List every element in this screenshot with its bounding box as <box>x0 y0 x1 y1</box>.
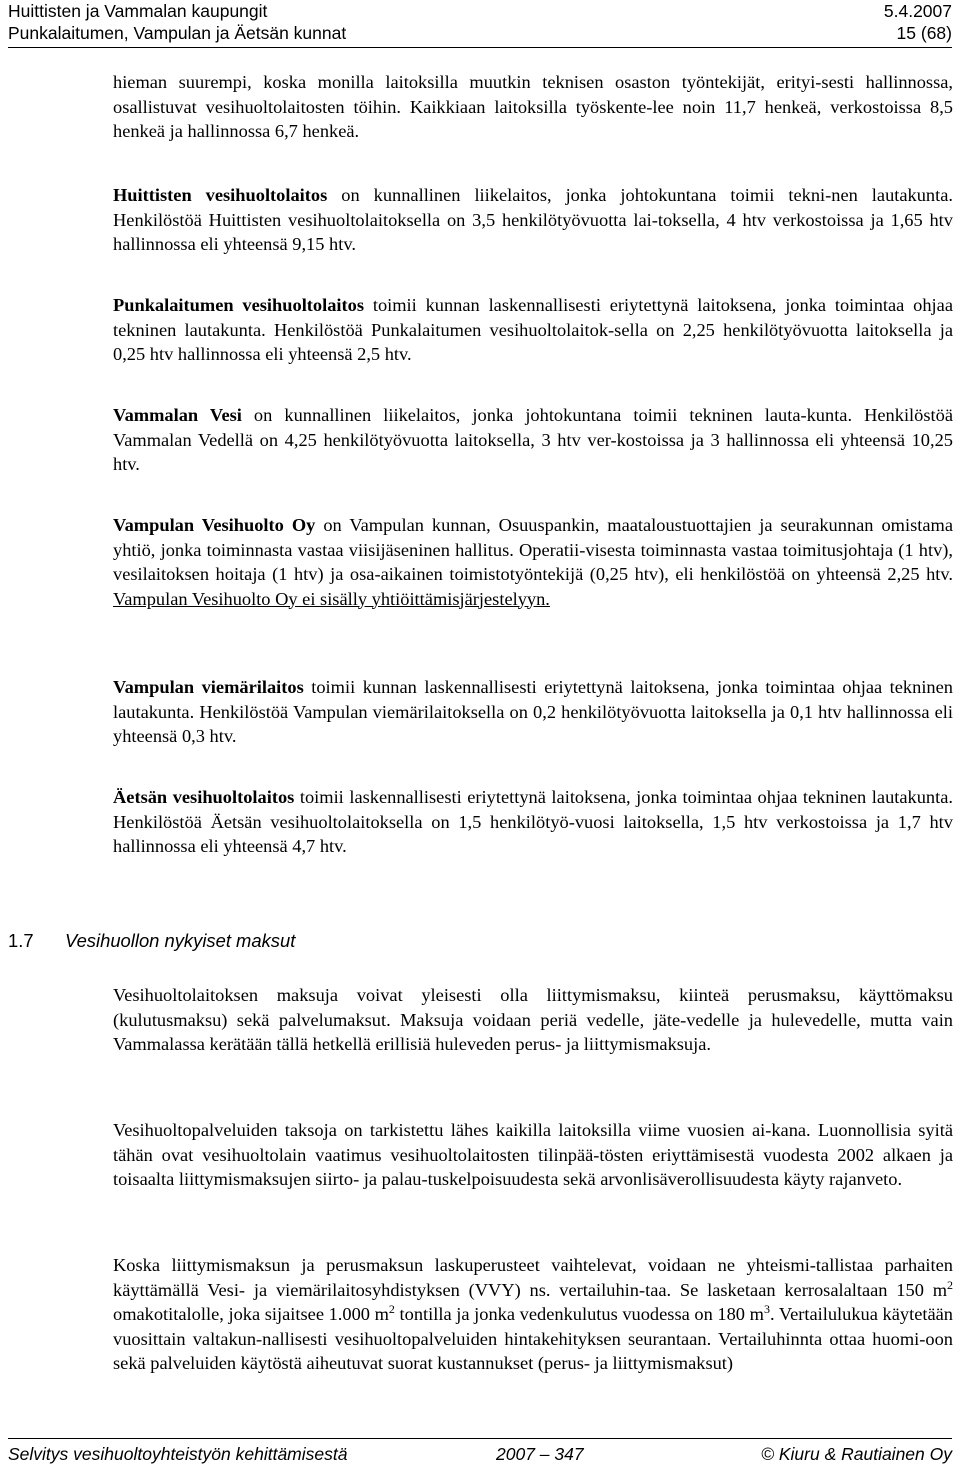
paragraph-text: on Vampulan kunnan, Osuuspankin, maataloustuottajien ja seurakunnan omistama yhtiö, jonka toiminnasta vastaa viisijäseninen hallitus. Operatii-visesta toiminnasta vastaa toimitusjohtaja (1 htv), vesilaitoksen hoitaja (1 htv) ja osa-aikainen toimistotyöntekijä (0,25 htv), eli henkilöstöä on yhteensä 2,25 htv. <box>113 515 953 584</box>
footer-document-number: 2007 – 347 <box>496 1444 584 1464</box>
header-organization: Huittisten ja Vammalan kaupungit <box>8 1 268 21</box>
paragraph-lead-bold: Äetsän vesihuoltolaitos <box>113 787 295 807</box>
header-date: 5.4.2007 <box>883 1 952 21</box>
footer-document-title: Selvitys vesihuoltoyhteistyön kehittämisestä <box>8 1444 348 1464</box>
paragraph-text: on kunnallinen liikelaitos, jonka johtokuntana toimii tekninen lauta-kunta. Henkilöstöä Vammalan Vedellä on 4,25 henkilötyövuotta laitoksella, 3 htv ver-kostoissa ja 3 hallinnossa eli yhteensä 10,25 htv. <box>113 405 953 474</box>
paragraph-text: Vesihuoltopalveluiden taksoja on tarkistettu lähes kaikilla laitoksilla viime vuosien ai-kana. Luonnollisia syitä tähän ovat vesihuoltolain vaatimus vesihuoltolaitosten tilinpää-tösten eriyttämisestä vuodesta 2002 alkaen ja toisaalta liittymismaksujen siirto- ja palau-tuskelpoisuudesta sekä arvonlisäverollisuudesta käyty rajanveto. <box>113 1120 953 1189</box>
paragraph-vampulan-viemarilaitos <box>113 675 953 749</box>
paragraph-text: Vesihuoltolaitoksen maksuja voivat yleisesti olla liittymismaksu, kiinteä perusmaksu, käyttömaksu (kulutusmaksu) sekä palvelumaksut. Maksuja voidaan periä vedelle, jäte-vedelle ja hulevedelle, mutta vain Vammalassa kerätään tällä hetkellä erillisiä huleveden perus- ja liittymismaksuja. <box>113 985 953 1054</box>
paragraph-lead-bold: Vammalan Vesi <box>113 405 242 425</box>
section-number: 1.7 <box>8 930 34 951</box>
footer-copyright: © Kiuru & Rautiainen Oy <box>761 1444 952 1464</box>
paragraph-text: on kunnallinen liikelaitos, jonka johtokuntana toimii tekni-nen lautakunta. Henkilöstöä Huittisten vesihuoltolaitoksella on 3,5 henkilötyövuotta lai-toksella, 4 htv verkostoissa ja 1,65 htv hallinnossa eli yhteensä 9,15 htv. <box>113 185 953 254</box>
section-title: Vesihuollon nykyiset maksut <box>65 930 296 951</box>
superscript: 2 <box>947 1277 953 1292</box>
paragraph-text: tontilla ja jonka vedenkulutus vuodessa on 180 m <box>394 1304 764 1324</box>
paragraph-text: omakotitalolle, joka sijaitsee 1.000 m <box>113 1304 389 1324</box>
header-page-number: 15 (68) <box>896 23 952 43</box>
paragraph-lead-bold: Vampulan Vesihuolto Oy <box>113 515 316 535</box>
paragraph-lead-bold: Punkalaitumen vesihuoltolaitos <box>113 295 365 315</box>
paragraph-huittinen <box>113 183 953 257</box>
paragraph-text: toimii laskennallisesti eriytettynä laitoksena, jonka toimintaa ohjaa tekninen lautakunta. Henkilöstöä Äetsän vesihuoltolaitoksella on 1,5 henkilötyö-vuosi laitoksella, 1,5 htv verkostoissa ja 1,7 htv hallinnossa eli yhteensä 4,7 htv. <box>113 787 953 856</box>
paragraph-vammalan-vesi <box>113 403 953 477</box>
section-heading <box>8 929 295 953</box>
paragraph-lead-bold: Vampulan viemärilaitos <box>113 677 304 697</box>
paragraph-text: toimii kunnan laskennallisesti eriytettynä laitoksena, jonka toimintaa ohjaa tekninen lautakunta. Henkilöstöä Vampulan viemärilaitoksella on 0,2 henkilötyövuotta laitoksella ja 0,1 htv hallinnossa eli yhteensä 0,3 htv. <box>113 677 953 746</box>
paragraph-vampulan-vesihuolto <box>113 513 953 611</box>
paragraph-aetsa <box>113 785 953 859</box>
paragraph-staff-summary <box>113 70 953 144</box>
paragraph-tariff-revisions <box>113 1118 953 1192</box>
footer-divider <box>8 1438 952 1439</box>
paragraph-underlined-note: Vampulan Vesihuolto Oy ei sisälly yhtiöittämisjärjestelyyn. <box>113 588 550 609</box>
header-divider <box>8 47 952 48</box>
superscript: 2 <box>388 1302 395 1316</box>
paragraph-lead-bold: Huittisten vesihuoltolaitos <box>113 185 328 205</box>
paragraph-text: hieman suurempi, koska monilla laitoksilla muutkin teknisen osaston työntekijät, erityi-sesti hallinnossa, osallistuvat vesihuoltolaitosten töihin. Kaikkiaan laitoksilla työskente-lee noin 11,7 henkeä, verkostoissa 8,5 henkeä ja hallinnossa 6,7 henkeä. <box>113 72 953 141</box>
paragraph-reference-price <box>113 1253 953 1376</box>
paragraph-punkalaidun <box>113 293 953 367</box>
paragraph-fees-overview <box>113 983 953 1057</box>
header-municipalities: Punkalaitumen, Vampulan ja Äetsän kunnat <box>8 23 347 43</box>
paragraph-text: Koska liittymismaksun ja perusmaksun laskuperusteet vaihtelevat, voidaan ne yhteismi-tallistaa parhaiten käyttämällä Vesi- ja viemärilaitosyhdistyksen (VVY) ns. vertailuhin-taa. Se lasketaan kerrosalaltaan 150 m <box>113 1255 953 1300</box>
paragraph-text: . Vertailulukua käytetään vuosittain valtakun-nallisesti vesihuoltopalveluiden hintakehityksen seurantaan. Vertailuhinnta ottaa huomi-oon sekä palveluiden käytöstä aiheutuvat suorat kustannukset (perus- ja liittymismaksut) <box>113 1304 953 1373</box>
paragraph-text: toimii kunnan laskennallisesti eriytettynä laitoksena, jonka toimintaa ohjaa tekninen lautakunta. Henkilöstöä Punkalaitumen vesihuoltolaitok-sella on 2,25 henkilötyövuotta laitoksella ja 0,25 htv hallinnossa eli yhteensä 2,5 htv. <box>113 295 953 364</box>
superscript: 3 <box>763 1302 770 1316</box>
